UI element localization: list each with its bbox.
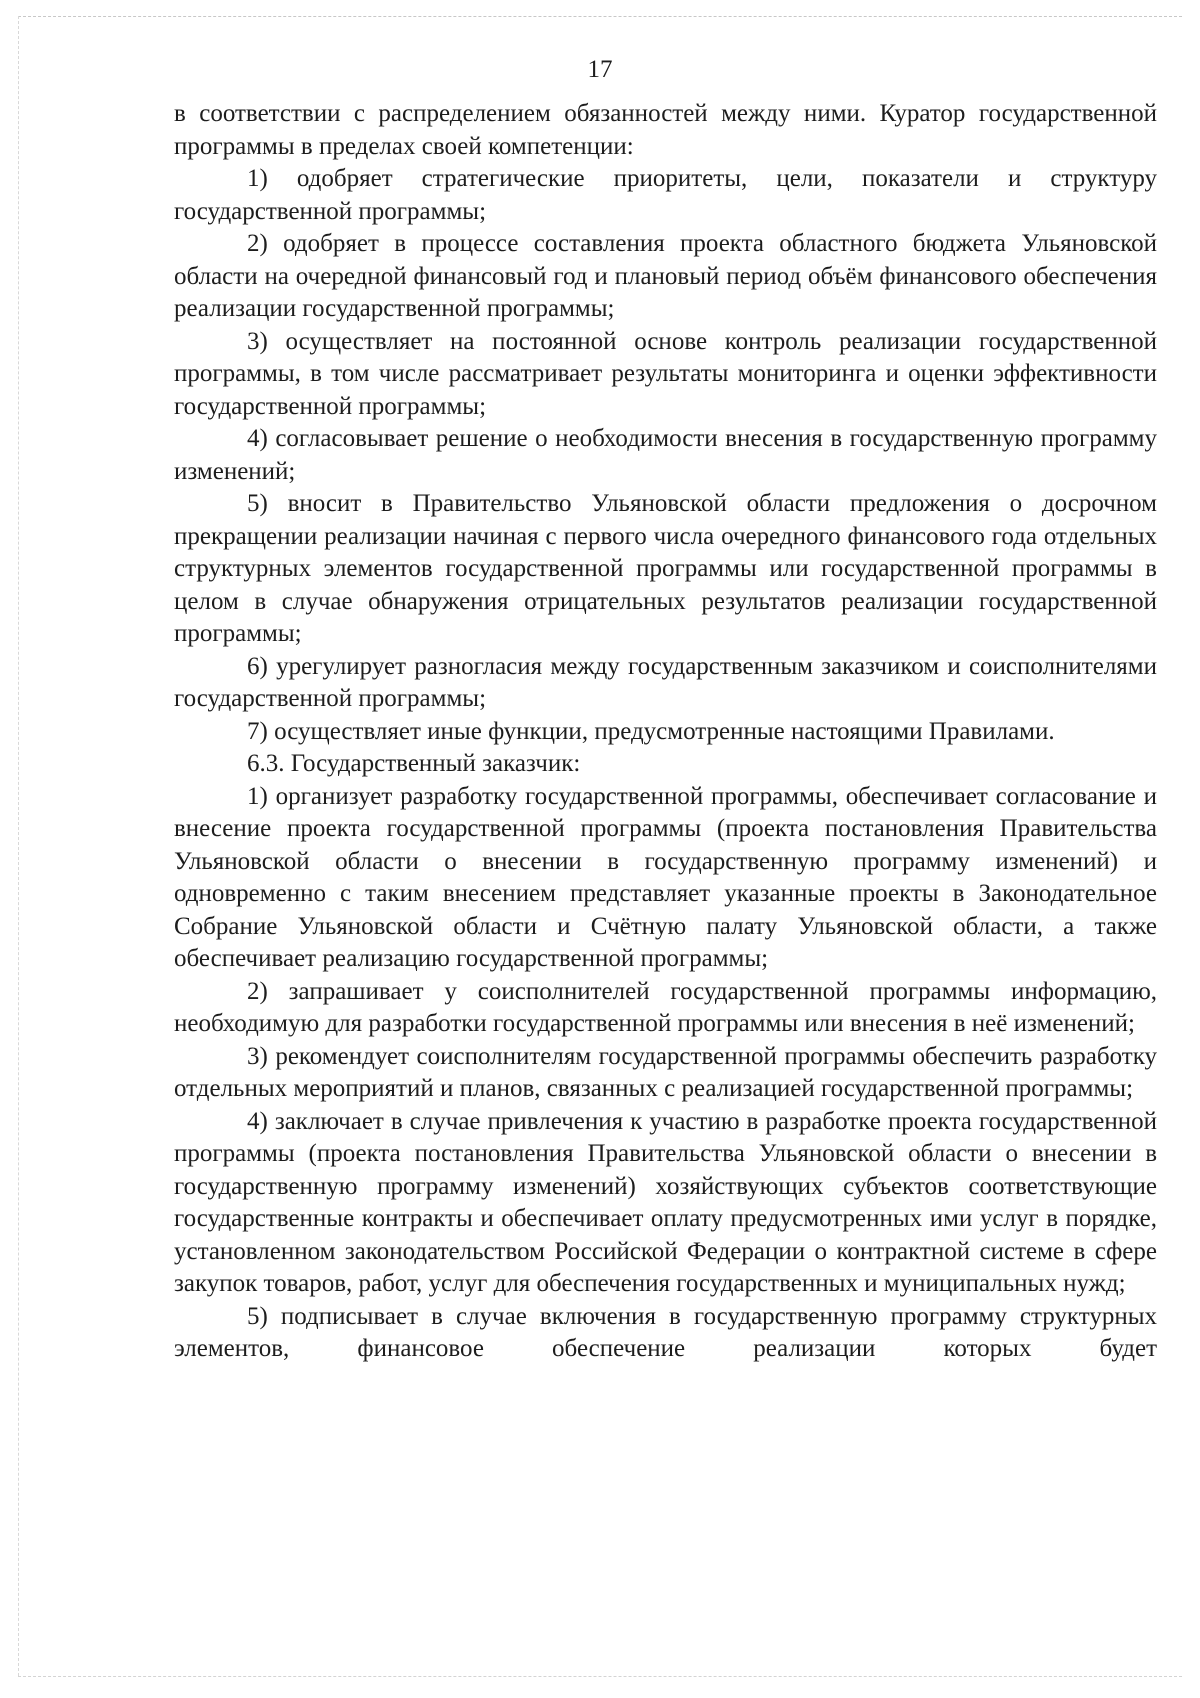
paragraph-item-6: 6) урегулирует разногласия между государственным заказчиком и соисполнителями государственной программы; [174, 652, 1157, 712]
scan-edge-left [18, 16, 19, 1676]
paragraph-item-1: 1) одобряет стратегические приоритеты, цели, показатели и структуру государственной программы; [174, 165, 1157, 225]
scan-edge-bottom [18, 1676, 1182, 1677]
paragraph-customer-item-5: 5) подписывает в случае включения в государственную программу структурных элементов, финансовое обеспечение реализации которых будет [174, 1302, 1157, 1362]
paragraph-item-5: 5) вносит в Правительство Ульяновской области предложения о досрочном прекращении реализации начиная с первого числа очередного финансового года отдельных структурных элементов государственной программы или государственной программы в целом в случае обнаружения отрицательных результатов реализации государственной программы; [174, 490, 1157, 647]
paragraph-item-4: 4) согласовывает решение о необходимости внесения в государственную программу изменений; [174, 425, 1157, 485]
paragraph-customer-item-4: 4) заключает в случае привлечения к участию в разработке проекта государственной программы (проекта постановления Правительства Ульяновской области о внесении в государственную программу изменений) хозяйствующих субъектов соответствующие государственные контракты и обеспечивает оплату предусмотренных ими услуг в порядке, установленном законодательством Российской Федерации о контрактной системе в сфере закупок товаров, работ, услуг для обеспечения государственных и муниципальных нужд; [174, 1107, 1157, 1297]
paragraph-customer-item-2: 2) запрашивает у соисполнителей государственной программы информацию, необходимую для разработки государственной программы или внесения в неё изменений; [174, 977, 1157, 1037]
paragraph-continuation: в соответствии с распределением обязанностей между ними. Куратор государственной программы в пределах своей компетенции: [174, 100, 1157, 160]
document-body [174, 98, 1157, 1366]
paragraph-item-3: 3) осуществляет на постоянной основе контроль реализации государственной программы, в том числе рассматривает результаты мониторинга и оценки эффективности государственной программы; [174, 327, 1157, 420]
page-number: 17 [587, 56, 613, 83]
paragraph-item-2: 2) одобряет в процессе составления проекта областного бюджета Ульяновской области на очередной финансовый год и плановый период объём финансового обеспечения реализации государственной программы; [174, 230, 1157, 322]
paragraph-customer-item-3: 3) рекомендует соисполнителям государственной программы обеспечить разработку отдельных мероприятий и планов, связанных с реализацией государственной программы; [174, 1042, 1157, 1102]
paragraph-customer-item-1: 1) организует разработку государственной программы, обеспечивает согласование и внесение проекта государственной программы (проекта постановления Правительства Ульяновской области о внесении в государственную программу изменений) и одновременно с таким внесением представляет указанные проекты в Законодательное Собрание Ульяновской области и Счётную палату Ульяновской области, а также обеспечивает реализацию государственной программы; [174, 782, 1157, 972]
section-heading-6-3: 6.3. Государственный заказчик: [247, 750, 581, 777]
paragraph-item-7: 7) осуществляет иные функции, предусмотренные настоящими Правилами. [247, 717, 1055, 745]
scan-edge-top [18, 16, 1182, 17]
